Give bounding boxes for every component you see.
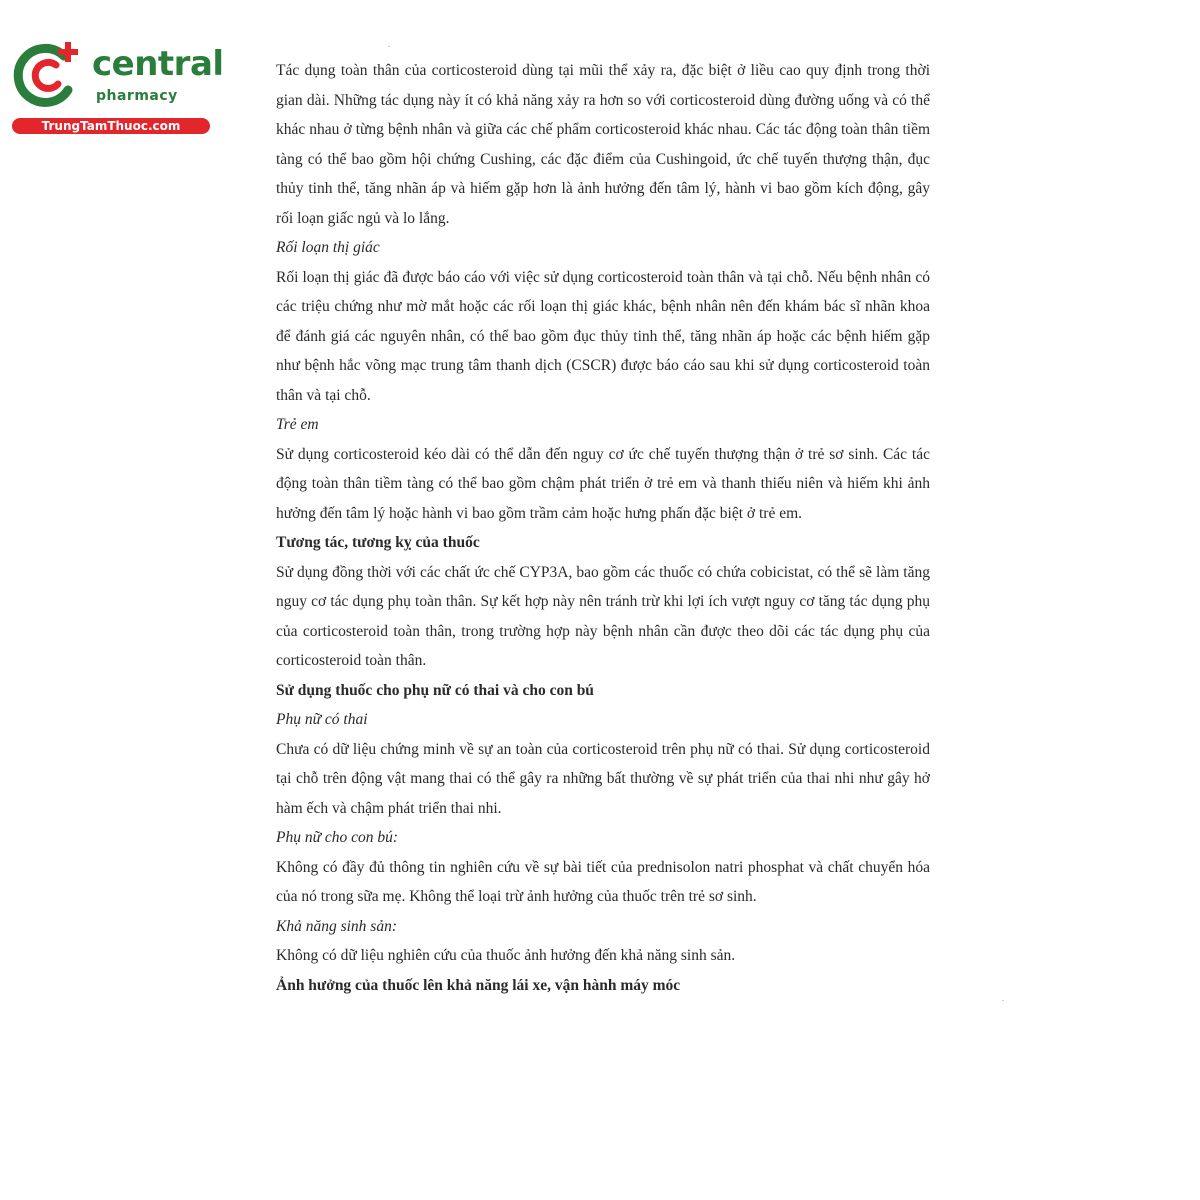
heading-interactions: Tương tác, tương kỵ của thuốc <box>276 534 480 551</box>
scan-speck <box>388 46 390 47</box>
logo-subtitle: pharmacy <box>96 88 178 104</box>
heading-pregnant-women: Phụ nữ có thai <box>276 711 368 728</box>
paragraph-pregnant-women: Chưa có dữ liệu chứng minh về sự an toàn của corticosteroid trên phụ nữ có thai. Sử dụng corticosteroid tại chỗ trên động vật mang thai có thể gây ra những bất thường về sự phát triển của thai nhi như gây hở hàm ếch và chậm phát triển thai nhi. <box>276 740 930 817</box>
logo-website-banner: TrungTamThuoc.com <box>12 118 210 134</box>
paragraph-visual-disturbance: Rối loạn thị giác đã được báo cáo với việc sử dụng corticosteroid toàn thân và tại chỗ. Nếu bệnh nhân có các triệu chứng như mờ mắt hoặc các rối loạn thị giác khác, bệnh nhân nên đến khám bác sĩ nhãn khoa để đánh giá các nguyên nhân, có thể bao gồm đục thủy tinh thể, tăng nhãn áp hoặc các bệnh hiếm gặp như bệnh hắc võng mạc trung tâm thanh dịch (CSCR) được báo cáo sau khi sử dụng corticosteroid toàn thân và tại chỗ. <box>276 268 930 404</box>
pharmacy-logo-icon <box>10 38 82 110</box>
scan-speck <box>1002 1000 1004 1001</box>
heading-children: Trẻ em <box>276 416 319 433</box>
heading-pregnancy-lactation: Sử dụng thuốc cho phụ nữ có thai và cho con bú <box>276 681 594 699</box>
paragraph-fertility: Không có dữ liệu nghiên cứu của thuốc ảnh hưởng đến khả năng sinh sản. <box>276 947 736 964</box>
heading-breastfeeding: Phụ nữ cho con bú: <box>276 829 399 846</box>
paragraph-children: Sử dụng corticosteroid kéo dài có thể dẫn đến nguy cơ ức chế tuyến thượng thận ở trẻ sơ sinh. Các tác động toàn thân tiềm tàng có thể bao gồm chậm phát triển ở trẻ em và thanh thiếu niên và hiếm khi ảnh hưởng đến tâm lý hoặc hành vi bao gồm trầm cảm hoặc hưng phấn đặc biệt ở trẻ em. <box>276 445 930 522</box>
document-body <box>276 56 930 1000</box>
paragraph-systemic-effects: Tác dụng toàn thân của corticosteroid dùng tại mũi thể xảy ra, đặc biệt ở liều cao quy định trong thời gian dài. Những tác dụng này ít có khả năng xảy ra hơn so với corticosteroid dùng đường uống và có thể khác nhau ở từng bệnh nhân và giữa các chế phẩm corticosteroid khác nhau. Các tác động toàn thân tiềm tàng có thể bao gồm hội chứng Cushing, các đặc điểm của Cushingoid, ức chế tuyến thượng thận, đục thủy tinh thể, tăng nhãn áp và hiếm gặp hơn là ảnh hưởng đến tâm lý, hành vi bao gồm kích động, gây rối loạn giấc ngủ và lo lắng. <box>276 62 930 227</box>
heading-fertility: Khả năng sinh sản: <box>276 917 397 935</box>
paragraph-breastfeeding: Không có đầy đủ thông tin nghiên cứu về sự bài tiết của prednisolon natri phosphat và chất chuyển hóa của nó trong sữa mẹ. Không thể loại trừ ảnh hưởng của thuốc trên trẻ sơ sinh. <box>276 858 930 905</box>
paragraph-interactions: Sử dụng đồng thời với các chất ức chế CYP3A, bao gồm các thuốc có chứa cobicistat, có thể sẽ làm tăng nguy cơ tác dụng phụ toàn thân. Sự kết hợp này nên tránh trừ khi lợi ích vượt nguy cơ tăng tác dụng phụ của corticosteroid toàn thân, trong trường hợp này bệnh nhân cần được theo dõi các tác dụng phụ của corticosteroid toàn thân. <box>276 563 930 669</box>
heading-visual-disturbance: Rối loạn thị giác <box>276 239 380 256</box>
central-pharmacy-logo <box>10 38 224 138</box>
heading-driving-machinery: Ảnh hưởng của thuốc lên khả năng lái xe, vận hành máy móc <box>276 976 681 994</box>
logo-wordmark: central <box>92 44 224 84</box>
